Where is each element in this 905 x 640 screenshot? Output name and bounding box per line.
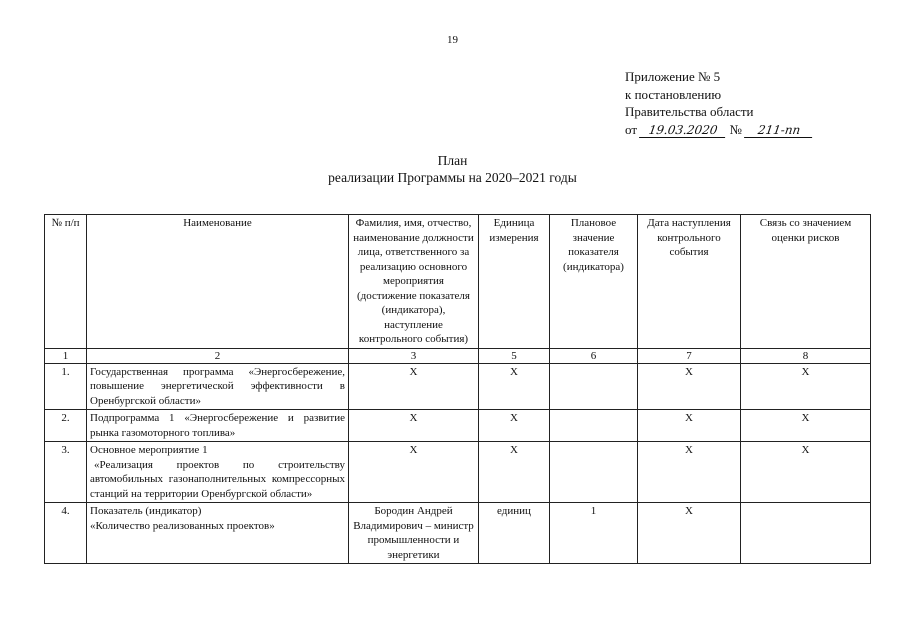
column-number: 1	[45, 348, 87, 363]
row-event-date: X	[638, 410, 741, 442]
row-risk-link: X	[741, 410, 871, 442]
date-prefix: от	[625, 121, 638, 137]
row-responsible: X	[349, 410, 479, 442]
row-planned-value	[550, 410, 638, 442]
column-number: 3	[349, 348, 479, 363]
row-name: Государственная программа «Энергосбережение, повышение энергетической эффективности в Оренбургской области»	[87, 363, 349, 410]
row-name-line-1: Основное мероприятие 1	[90, 444, 208, 456]
table-row	[45, 410, 871, 442]
table-row	[45, 503, 871, 564]
row-event-date: X	[638, 363, 741, 410]
row-unit: X	[479, 410, 550, 442]
column-number: 8	[741, 348, 871, 363]
header-responsible: Фамилия, имя, отчество, наименование должности лица, ответственного за реализацию основного мероприятия (достижение показателя (индикатора), наступление контрольного события)	[349, 215, 479, 349]
appendix-line-1: Приложение № 5	[625, 69, 721, 84]
header-number: № п/п	[45, 215, 87, 349]
header-event-date: Дата наступления контрольного события	[638, 215, 741, 349]
row-event-date: X	[638, 503, 741, 564]
row-event-date: X	[638, 442, 741, 503]
column-number: 6	[550, 348, 638, 363]
row-unit: X	[479, 442, 550, 503]
row-name	[87, 503, 349, 564]
title-line-1: План	[437, 153, 468, 168]
row-number: 2.	[45, 410, 87, 442]
appendix-line-2: к постановлению	[625, 86, 722, 102]
row-responsible: X	[349, 442, 479, 503]
appendix-date-line	[625, 121, 813, 139]
row-number: 3.	[45, 442, 87, 503]
row-number: 4.	[45, 503, 87, 564]
row-name-line-2: «Реализация проектов по строительству автомобильных газонаполнительных компрессорных станций на территории Оренбургской области»	[90, 458, 345, 500]
header-name: Наименование	[87, 215, 349, 349]
appendix-line-3: Правительства области	[625, 104, 754, 119]
column-number: 2	[87, 348, 349, 363]
row-number: 1.	[45, 363, 87, 410]
row-responsible: X	[349, 363, 479, 410]
row-name-line-2: «Количество реализованных проектов»	[90, 519, 275, 532]
row-name-line-1: Показатель (индикатор)	[90, 505, 202, 517]
column-number-row	[45, 348, 871, 363]
header-unit: Единица измерения	[479, 215, 550, 349]
row-name: Подпрограмма 1 «Энергосбережение и развитие рынка газомоторного топлива»	[87, 410, 349, 442]
page-number: 19	[447, 34, 458, 46]
number-prefix: №	[729, 121, 742, 137]
table-header-row	[45, 215, 871, 349]
row-unit: единиц	[479, 503, 550, 564]
table-row	[45, 442, 871, 503]
row-unit: X	[479, 363, 550, 410]
appendix-heading	[625, 68, 813, 138]
row-risk-link: X	[741, 363, 871, 410]
handwritten-number: 211-пп	[744, 124, 814, 138]
column-number: 5	[479, 348, 550, 363]
header-risk-link: Связь со значением оценки рисков	[741, 215, 871, 349]
handwritten-date: 19.03.2020	[639, 124, 727, 138]
table-row	[45, 363, 871, 410]
row-planned-value: 1	[550, 503, 638, 564]
document-title	[0, 152, 905, 186]
column-number: 7	[638, 348, 741, 363]
title-line-2: реализации Программы на 2020–2021 годы	[328, 170, 577, 185]
header-planned-value: Плановое значение показателя (индикатора)	[550, 215, 638, 349]
row-planned-value	[550, 363, 638, 410]
row-risk-link: X	[741, 442, 871, 503]
row-responsible: Бородин Андрей Владимирович – министр промышленности и энергетики	[349, 503, 479, 564]
plan-table	[44, 214, 871, 564]
row-name	[87, 442, 349, 503]
row-planned-value	[550, 442, 638, 503]
row-risk-link	[741, 503, 871, 564]
